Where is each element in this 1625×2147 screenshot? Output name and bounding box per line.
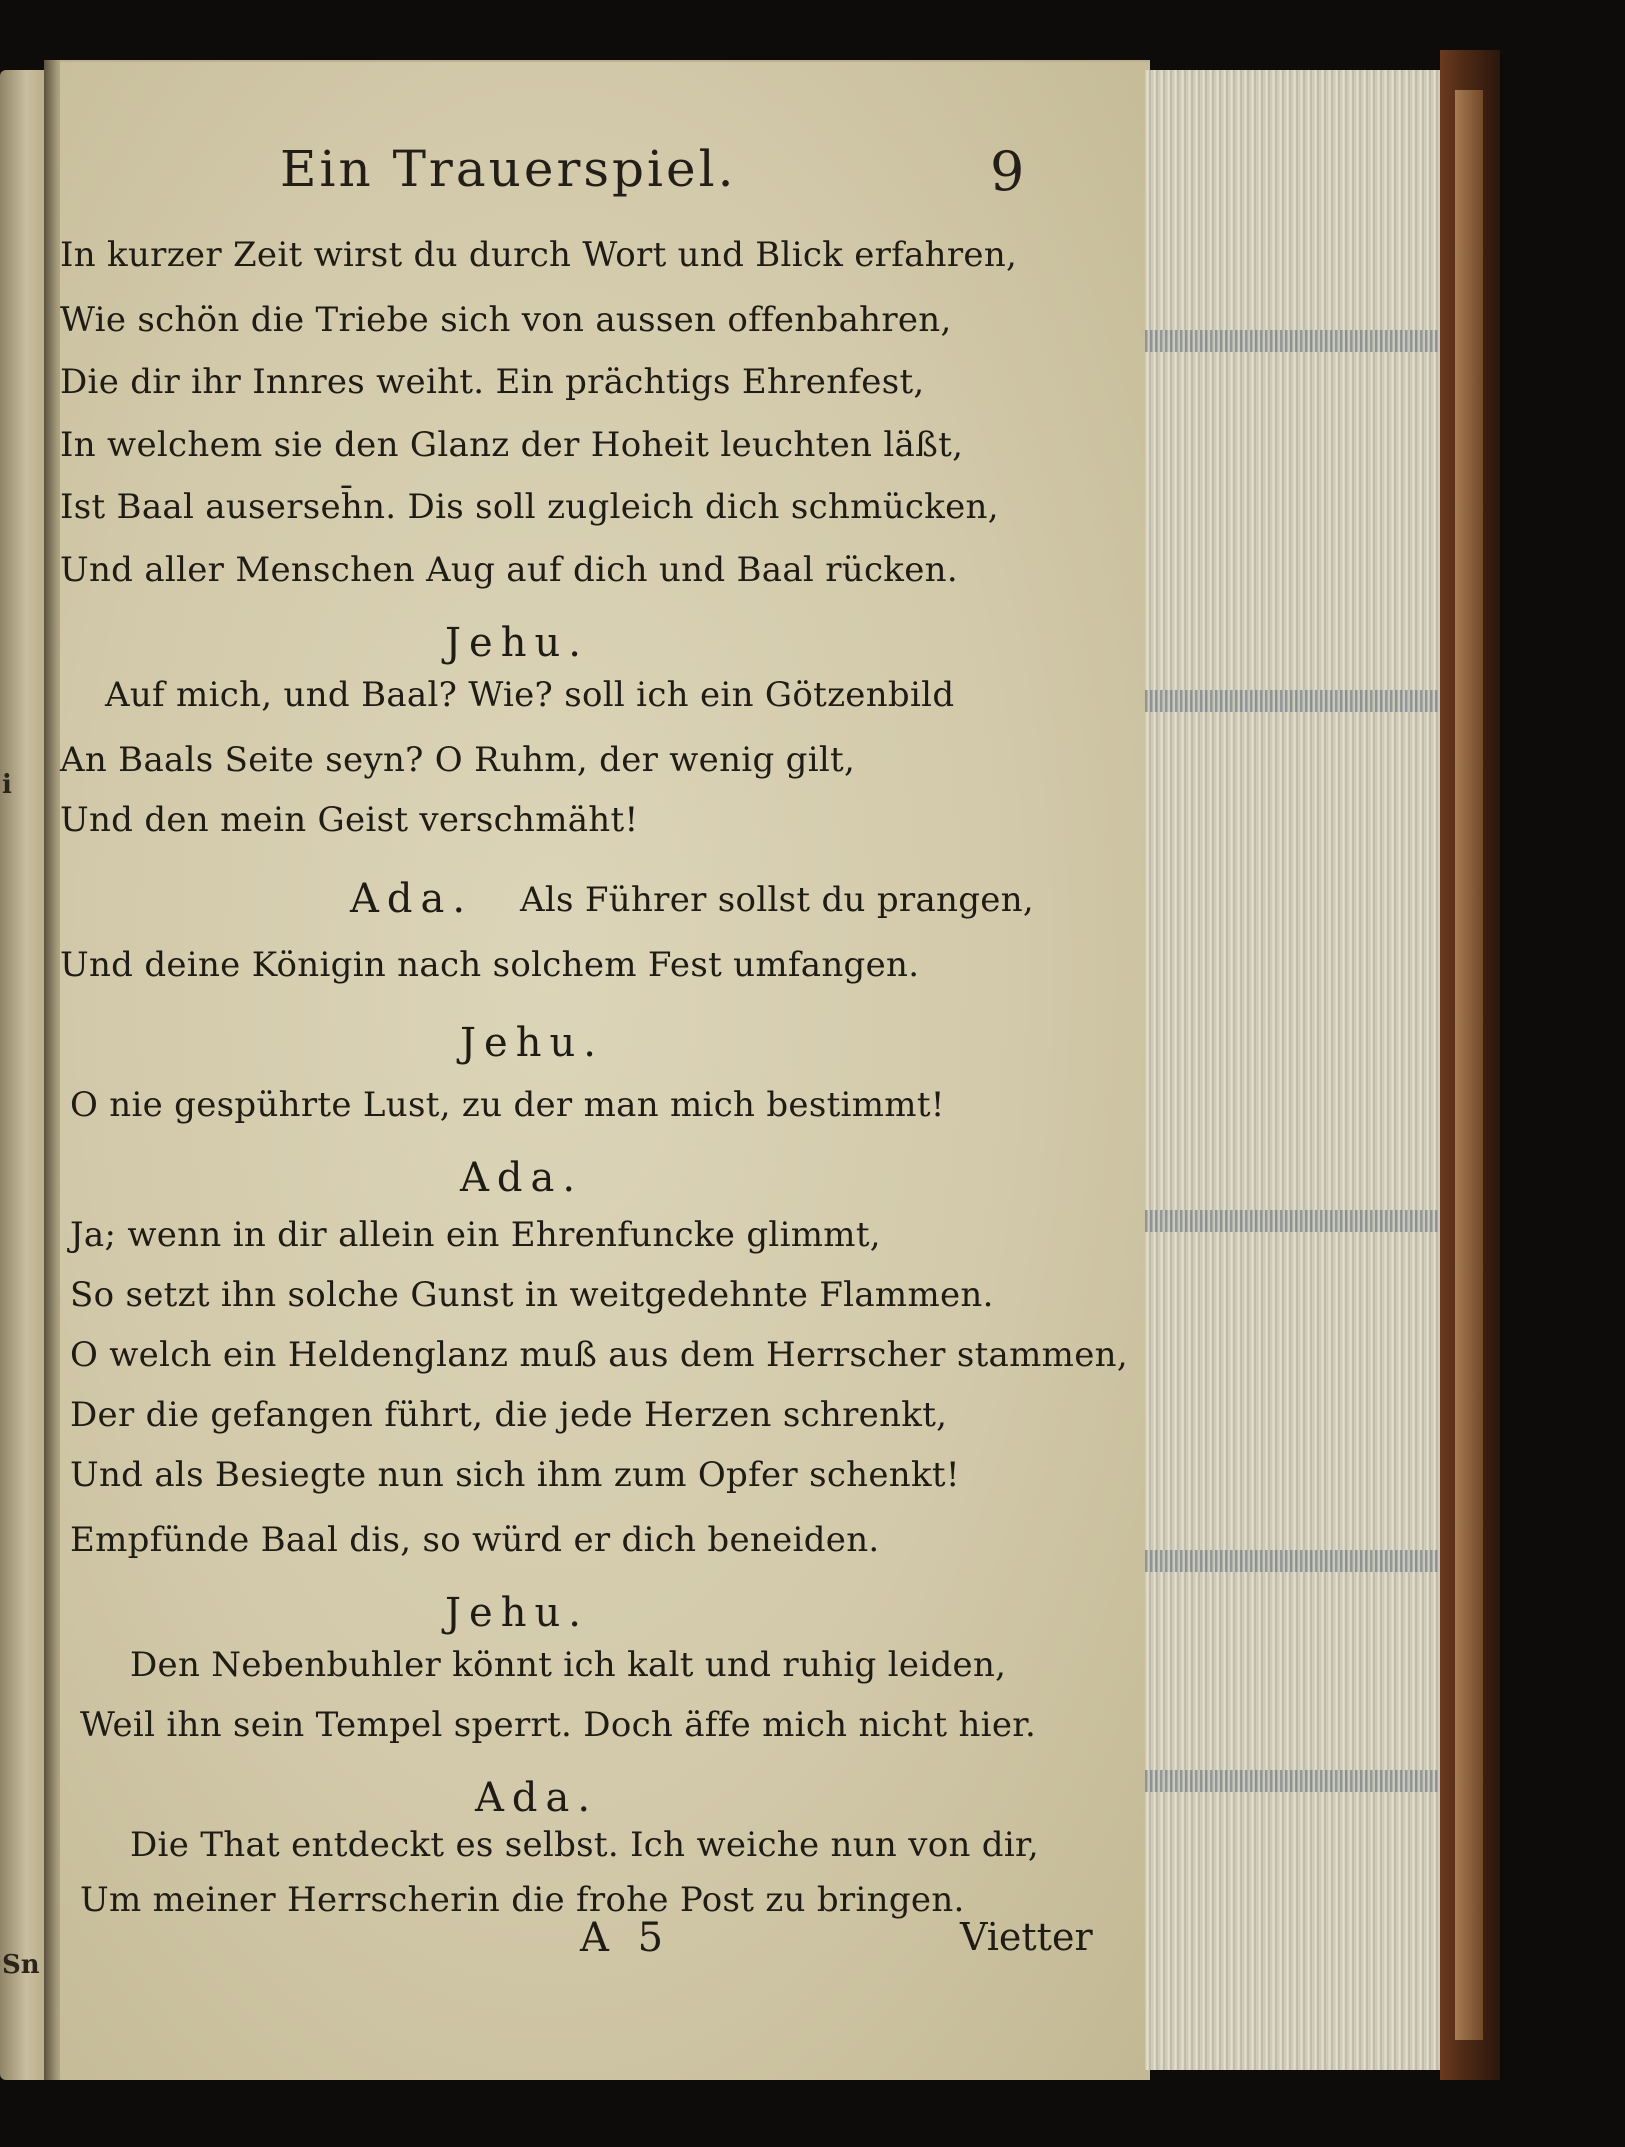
- verse-line: Ist Baal auserseh̄n. Dis soll zugleich dich schmücken,: [60, 487, 999, 527]
- cover-edge: [1455, 90, 1483, 2040]
- page-number: 9: [990, 140, 1025, 203]
- page-block-edges: [1145, 70, 1445, 2070]
- running-title: Ein Trauerspiel.: [280, 140, 737, 198]
- speaker-name: Jehu.: [445, 620, 589, 666]
- verse-line: An Baals Seite seyn? O Ruhm, der wenig gilt,: [60, 740, 856, 780]
- signature-mark: A 5: [580, 1915, 672, 1961]
- verse-line: Wie schön die Triebe sich von aussen offenbahren,: [60, 300, 952, 340]
- verse-line: Die That entdeckt es selbst. Ich weiche nun von dir,: [130, 1825, 1039, 1865]
- verse-line: O welch ein Heldenglanz muß aus dem Herrscher stammen,: [70, 1335, 1128, 1375]
- scan-border: [0, 2080, 1625, 2147]
- verse-line: In kurzer Zeit wirst du durch Wort und Blick erfahren,: [60, 235, 1018, 275]
- catchword: Vietter: [960, 1915, 1093, 1959]
- verse-line: O nie gespührte Lust, zu der man mich bestimmt!: [70, 1085, 945, 1125]
- verse-line: In welchem sie den Glanz der Hoheit leuchten läßt,: [60, 425, 964, 465]
- verse-line: Empfünde Baal dis, so würd er dich beneiden.: [70, 1520, 880, 1560]
- verse-line: So setzt ihn solche Gunst in weitgedehnte Flammen.: [70, 1275, 994, 1315]
- verse-line: Die dir ihr Innres weiht. Ein prächtigs Ehrenfest,: [60, 362, 925, 402]
- speaker-name: Ada.: [350, 876, 474, 922]
- speaker-name: Ada.: [475, 1775, 599, 1821]
- verse-line: Den Nebenbuhler könnt ich kalt und ruhig leiden,: [130, 1645, 1007, 1685]
- verse-line: Und aller Menschen Aug auf dich und Baal rücken.: [60, 550, 958, 590]
- margin-fragment: i: [2, 770, 12, 800]
- verse-line: Um meiner Herrscherin die frohe Post zu bringen.: [80, 1880, 965, 1920]
- verse-line: Und deine Königin nach solchem Fest umfangen.: [60, 945, 920, 985]
- verse-line: Und den mein Geist verschmäht!: [60, 800, 639, 840]
- speaker-name: Jehu.: [445, 1590, 589, 1636]
- previous-page-edge: [0, 70, 48, 2080]
- verse-line: Der die gefangen führt, die jede Herzen schrenkt,: [70, 1395, 948, 1435]
- verse-line: Ja; wenn in dir allein ein Ehrenfuncke glimmt,: [70, 1215, 881, 1255]
- verse-line: Weil ihn sein Tempel sperrt. Doch äffe mich nicht hier.: [80, 1705, 1037, 1745]
- speaker-name: Jehu.: [460, 1020, 604, 1066]
- speaker-name: Ada.: [460, 1155, 584, 1201]
- margin-fragment: Sn: [2, 1950, 40, 1980]
- verse-line: Und als Besiegte nun sich ihm zum Opfer schenkt!: [70, 1455, 960, 1495]
- verse-line: Als Führer sollst du prangen,: [520, 880, 1035, 920]
- verse-line: Auf mich, und Baal? Wie? soll ich ein Götzenbild: [105, 675, 955, 715]
